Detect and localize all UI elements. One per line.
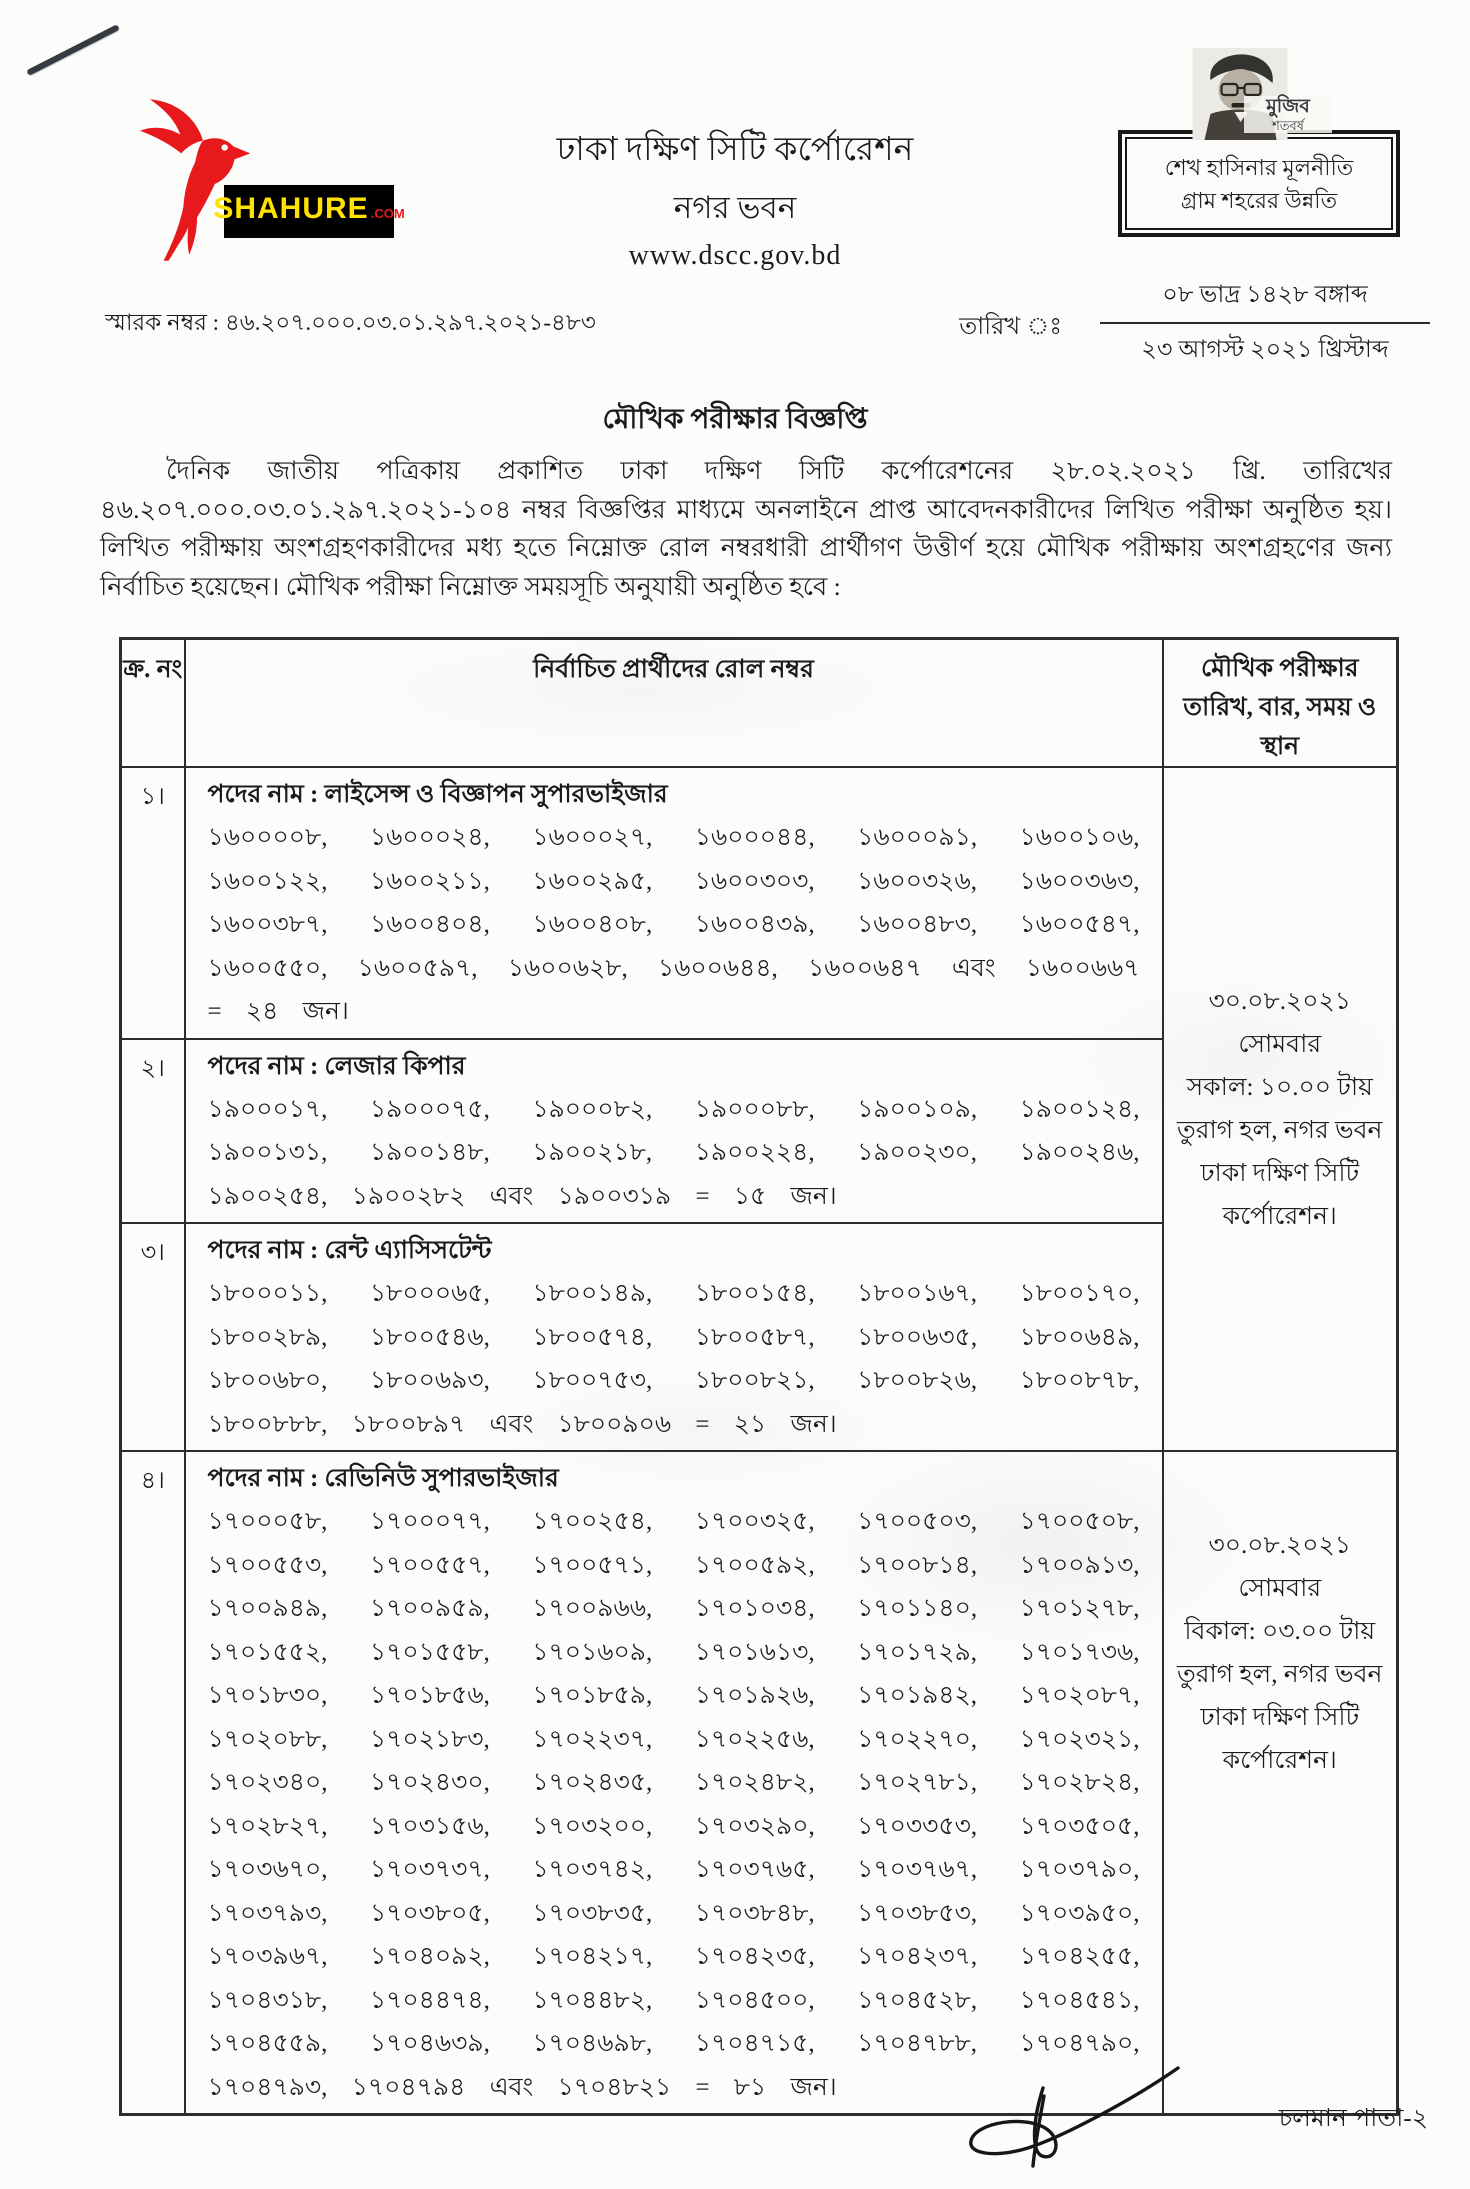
serial-cell: ২। xyxy=(121,1039,185,1224)
red-bird-icon xyxy=(138,96,266,266)
schedule-time: বিকাল: ০৩.০০ টায় xyxy=(1184,1618,1376,1645)
col-header-rolls: নির্বাচিত প্রার্থীদের রোল নম্বর xyxy=(185,639,1163,768)
table-row xyxy=(121,767,1398,1039)
rolls-cell xyxy=(185,767,1163,1039)
notice-title: মৌখিক পরীক্ষার বিজ্ঞপ্তি xyxy=(602,404,868,435)
serial-cell: ৩। xyxy=(121,1223,185,1451)
schedule-date: ৩০.০৮.২০২১ xyxy=(1208,1532,1351,1559)
rolls-cell xyxy=(185,1039,1163,1224)
logo-brand-text: SHAHURE xyxy=(213,192,369,225)
roll-numbers: ১৯০০০১৭, ১৯০০০৭৫, ১৯০০০৮২, ১৯০০০৮৮, ১৯০০১০৯, ১৯০০১২৪, ১৯০০১৩১, ১৯০০১৪৮, ১৯০০২১৮, ১৯০০২২৪, ১৯০০২৩০, ১৯০০২৪৬, ১৯০০২৫৪, ১৯০০২৮২ এবং ১৯০০৩১৯ = ১৫ জন। xyxy=(207,1095,1140,1210)
table-row xyxy=(121,1451,1398,2115)
selection-table xyxy=(119,637,1399,2116)
schedule-date: ৩০.০৮.২০২১ xyxy=(1208,988,1351,1015)
schedule-venue-2: ঢাকা দক্ষিণ সিটি xyxy=(1200,1160,1360,1187)
table-header-row xyxy=(121,639,1398,768)
schedule-afternoon-cell xyxy=(1163,1451,1398,2115)
schedule-venue-2: ঢাকা দক্ষিণ সিটি xyxy=(1200,1704,1360,1731)
logo-tld-text: .COM xyxy=(370,206,405,221)
position-name: পদের নাম : লাইসেন্স ও বিজ্ঞাপন সুপারভাইজার xyxy=(207,781,668,808)
org-website: www.dscc.gov.bd xyxy=(628,240,842,271)
date-bangla: ০৮ ভাদ্র ১৪২৮ বঙ্গাব্দ xyxy=(1100,276,1430,324)
schedule-venue-1: তুরাগ হল, নগর ভবন xyxy=(1177,1661,1383,1688)
date-label: তারিখ ঃ xyxy=(959,314,1062,340)
scan-pen-mark xyxy=(26,24,120,76)
signature-mark xyxy=(940,2056,1200,2171)
col-header-serial: ক্র. নং xyxy=(121,639,185,768)
position-name: পদের নাম : লেজার কিপার xyxy=(207,1052,466,1080)
schedule-venue-3: কর্পোরেশন। xyxy=(1222,1747,1337,1774)
mujib-100-label xyxy=(1244,96,1332,133)
rolls-cell xyxy=(185,1223,1163,1451)
mujib-word: মুজিব xyxy=(1266,96,1310,117)
slogan-line-1: শেখ হাসিনার মূলনীতি xyxy=(1164,154,1354,180)
schedule-morning-cell xyxy=(1163,767,1398,1451)
org-building: নগর ভবন xyxy=(673,190,797,225)
notice-body: দৈনিক জাতীয় পত্রিকায় প্রকাশিত ঢাকা দক্ষিণ সিটি কর্পোরেশনের ২৮.০২.২০২১ খ্রি. তারিখের ৪৬.২০৭.০০০.০৩.০১.২৯৭.২০২১-১০৪ নম্বর বিজ্ঞপ্তির মাধ্যমে অনলাইনে প্রাপ্ত আবেদনকারীদের লিখিত পরীক্ষা অনুষ্ঠিত হয়। লিখিত পরীক্ষায় অংশগ্রহণকারীদের মধ্য হতে নিম্নোক্ত রোল নম্বরধারী প্রার্থীগণ উত্তীর্ণ হয়ে মৌখিক পরীক্ষায় অংশগ্রহণের জন্য নির্বাচিত হয়েছেন। মৌখিক পরীক্ষা নিম্নোক্ত সময়সূচি অনুযায়ী অনুষ্ঠিত হবে : xyxy=(100,456,1392,601)
rolls-cell xyxy=(185,1451,1163,2115)
schedule-time: সকাল: ১০.০০ টায় xyxy=(1186,1074,1373,1101)
serial-cell: ৪। xyxy=(121,1451,185,2115)
roll-numbers: ১৬০০০০৮, ১৬০০০২৪, ১৬০০০২৭, ১৬০০০৪৪, ১৬০০০৯১, ১৬০০১০৬, ১৬০০১২২, ১৬০০২১১, ১৬০০২৯৫, ১৬০০৩০৩, ১৬০০৩২৬, ১৬০০৩৬৩, ১৬০০৩৮৭, ১৬০০৪০৪, ১৬০০৪০৮, ১৬০০৪৩৯, ১৬০০৪৮৩, ১৬০০৫৪৭, ১৬০০৫৫০, ১৬০০৫৯৭, ১৬০০৬২৮, ১৬০০৬৪৪, ১৬০০৬৪৭ এবং ১৬০০৬৬৭ = ২৪ জন। xyxy=(207,824,1140,1025)
slogan-line-2: গ্রাম শহরের উন্নতি xyxy=(1180,187,1338,213)
serial-cell: ১। xyxy=(121,767,185,1039)
position-name: পদের নাম : রেভিনিউ সুপারভাইজার xyxy=(207,1465,559,1492)
mujib-year: শতবর্ষ xyxy=(1272,118,1304,133)
schedule-day: সোমবার xyxy=(1238,1031,1322,1058)
schedule-venue-1: তুরাগ হল, নগর ভবন xyxy=(1177,1117,1383,1144)
date-gregorian: ২৩ আগস্ট ২০২১ খ্রিস্টাব্দ xyxy=(1141,337,1389,363)
memo-section xyxy=(103,276,1430,376)
schedule-venue-3: কর্পোরেশন। xyxy=(1222,1203,1337,1230)
slogan-inner xyxy=(1125,137,1393,230)
roll-numbers: ১৮০০০১১, ১৮০০০৬৫, ১৮০০১৪৯, ১৮০০১৫৪, ১৮০০১৬৭, ১৮০০১৭০, ১৮০০২৮৯, ১৮০০৫৪৬, ১৮০০৫৭৪, ১৮০০৫৮৭, ১৮০০৬৩৫, ১৮০০৬৪৯, ১৮০০৬৮০, ১৮০০৬৯৩, ১৮০০৭৫৩, ১৮০০৮২১, ১৮০০৮২৬, ১৮০০৮৭৮, ১৮০০৮৮৮, ১৮০০৮৯৭ এবং ১৮০০৯০৬ = ২১ জন। xyxy=(207,1280,1140,1438)
memo-number: স্মারক নম্বর : ৪৬.২০৭.০০০.০৩.০১.২৯৭.২০২১-৪৮৩ xyxy=(105,310,596,335)
col-header-schedule: মৌখিক পরীক্ষার তারিখ, বার, সময় ও স্থান xyxy=(1163,639,1398,768)
org-name: ঢাকা দক্ষিণ সিটি কর্পোরেশন xyxy=(556,132,914,168)
date-stack xyxy=(1100,276,1430,371)
position-name: পদের নাম : রেন্ট এ্যাসিসটেন্ট xyxy=(207,1237,492,1264)
schedule-day: সোমবার xyxy=(1238,1575,1322,1602)
continuation-note: চলমান পাতা-২ xyxy=(1278,2105,1428,2132)
slogan-box xyxy=(1118,130,1400,237)
roll-numbers: ১৭০০০৫৮, ১৭০০০৭৭, ১৭০০২৫৪, ১৭০০৩২৫, ১৭০০৫০৩, ১৭০০৫০৮, ১৭০০৫৫৩, ১৭০০৫৫৭, ১৭০০৫৭১, ১৭০০৫৯২, ১৭০০৮১৪, ১৭০০৯১৩, ১৭০০৯৪৯, ১৭০০৯৫৯, ১৭০০৯৬৬, ১৭০১০৩৪, ১৭০১১৪০, ১৭০১২৭৮, ১৭০১৫৫২, ১৭০১৫৫৮, ১৭০১৬০৯, ১৭০১৬১৩, ১৭০১৭২৯, ১৭০১৭৩৬, ১৭০১৮৩০, ১৭০১৮৫৬, ১৭০১৮৫৯, ১৭০১৯২৬, ১৭০১৯৪২, ১৭০২০৮৭, ১৭০২০৮৮, ১৭০২১৮৩, ১৭০২২৩৭, ১৭০২২৫৬, ১৭০২২৭০, ১৭০২৩২১, ১৭০২৩৪০, ১৭০২৪৩০, ১৭০২৪৩৫, ১৭০২৪৮২, ১৭০২৭৮১, ১৭০২৮২৪, ১৭০২৮২৭, ১৭০৩১৫৬, ১৭০৩২০০, ১৭০৩২৯০, ১৭০৩৩৫৩, ১৭০৩৫০৫, ১৭০৩৬৭০, ১৭০৩৭৩৭, ১৭০৩৭৪২, ১৭০৩৭৬৫, ১৭০৩৭৬৭, ১৭০৩৭৯০, ১৭০৩৭৯৩, ১৭০৩৮০৫, ১৭০৩৮৩৫, ১৭০৩৮৪৮, ১৭০৩৮৫৩, ১৭০৩৯৫০, ১৭০৩৯৬৭, ১৭০৪০৯২, ১৭০৪২১৭, ১৭০৪২৩৫, ১৭০৪২৩৭, ১৭০৪২৫৫, ১৭০৪৩১৮, ১৭০৪৪৭৪, ১৭০৪৪৮২, ১৭০৪৫০০, ১৭০৪৫২৮, ১৭০৪৫৪১, ১৭০৪৫৫৯, ১৭০৪৬৩৯, ১৭০৪৬৯৮, ১৭০৪৭১৫, ১৭০৪৭৮৮, ১৭০৪৭৯০, ১৭০৪৭৯৩, ১৭০৪৭৯৪ এবং ১৭০৪৮২১ = ৮১ জন। xyxy=(207,1508,1140,2101)
